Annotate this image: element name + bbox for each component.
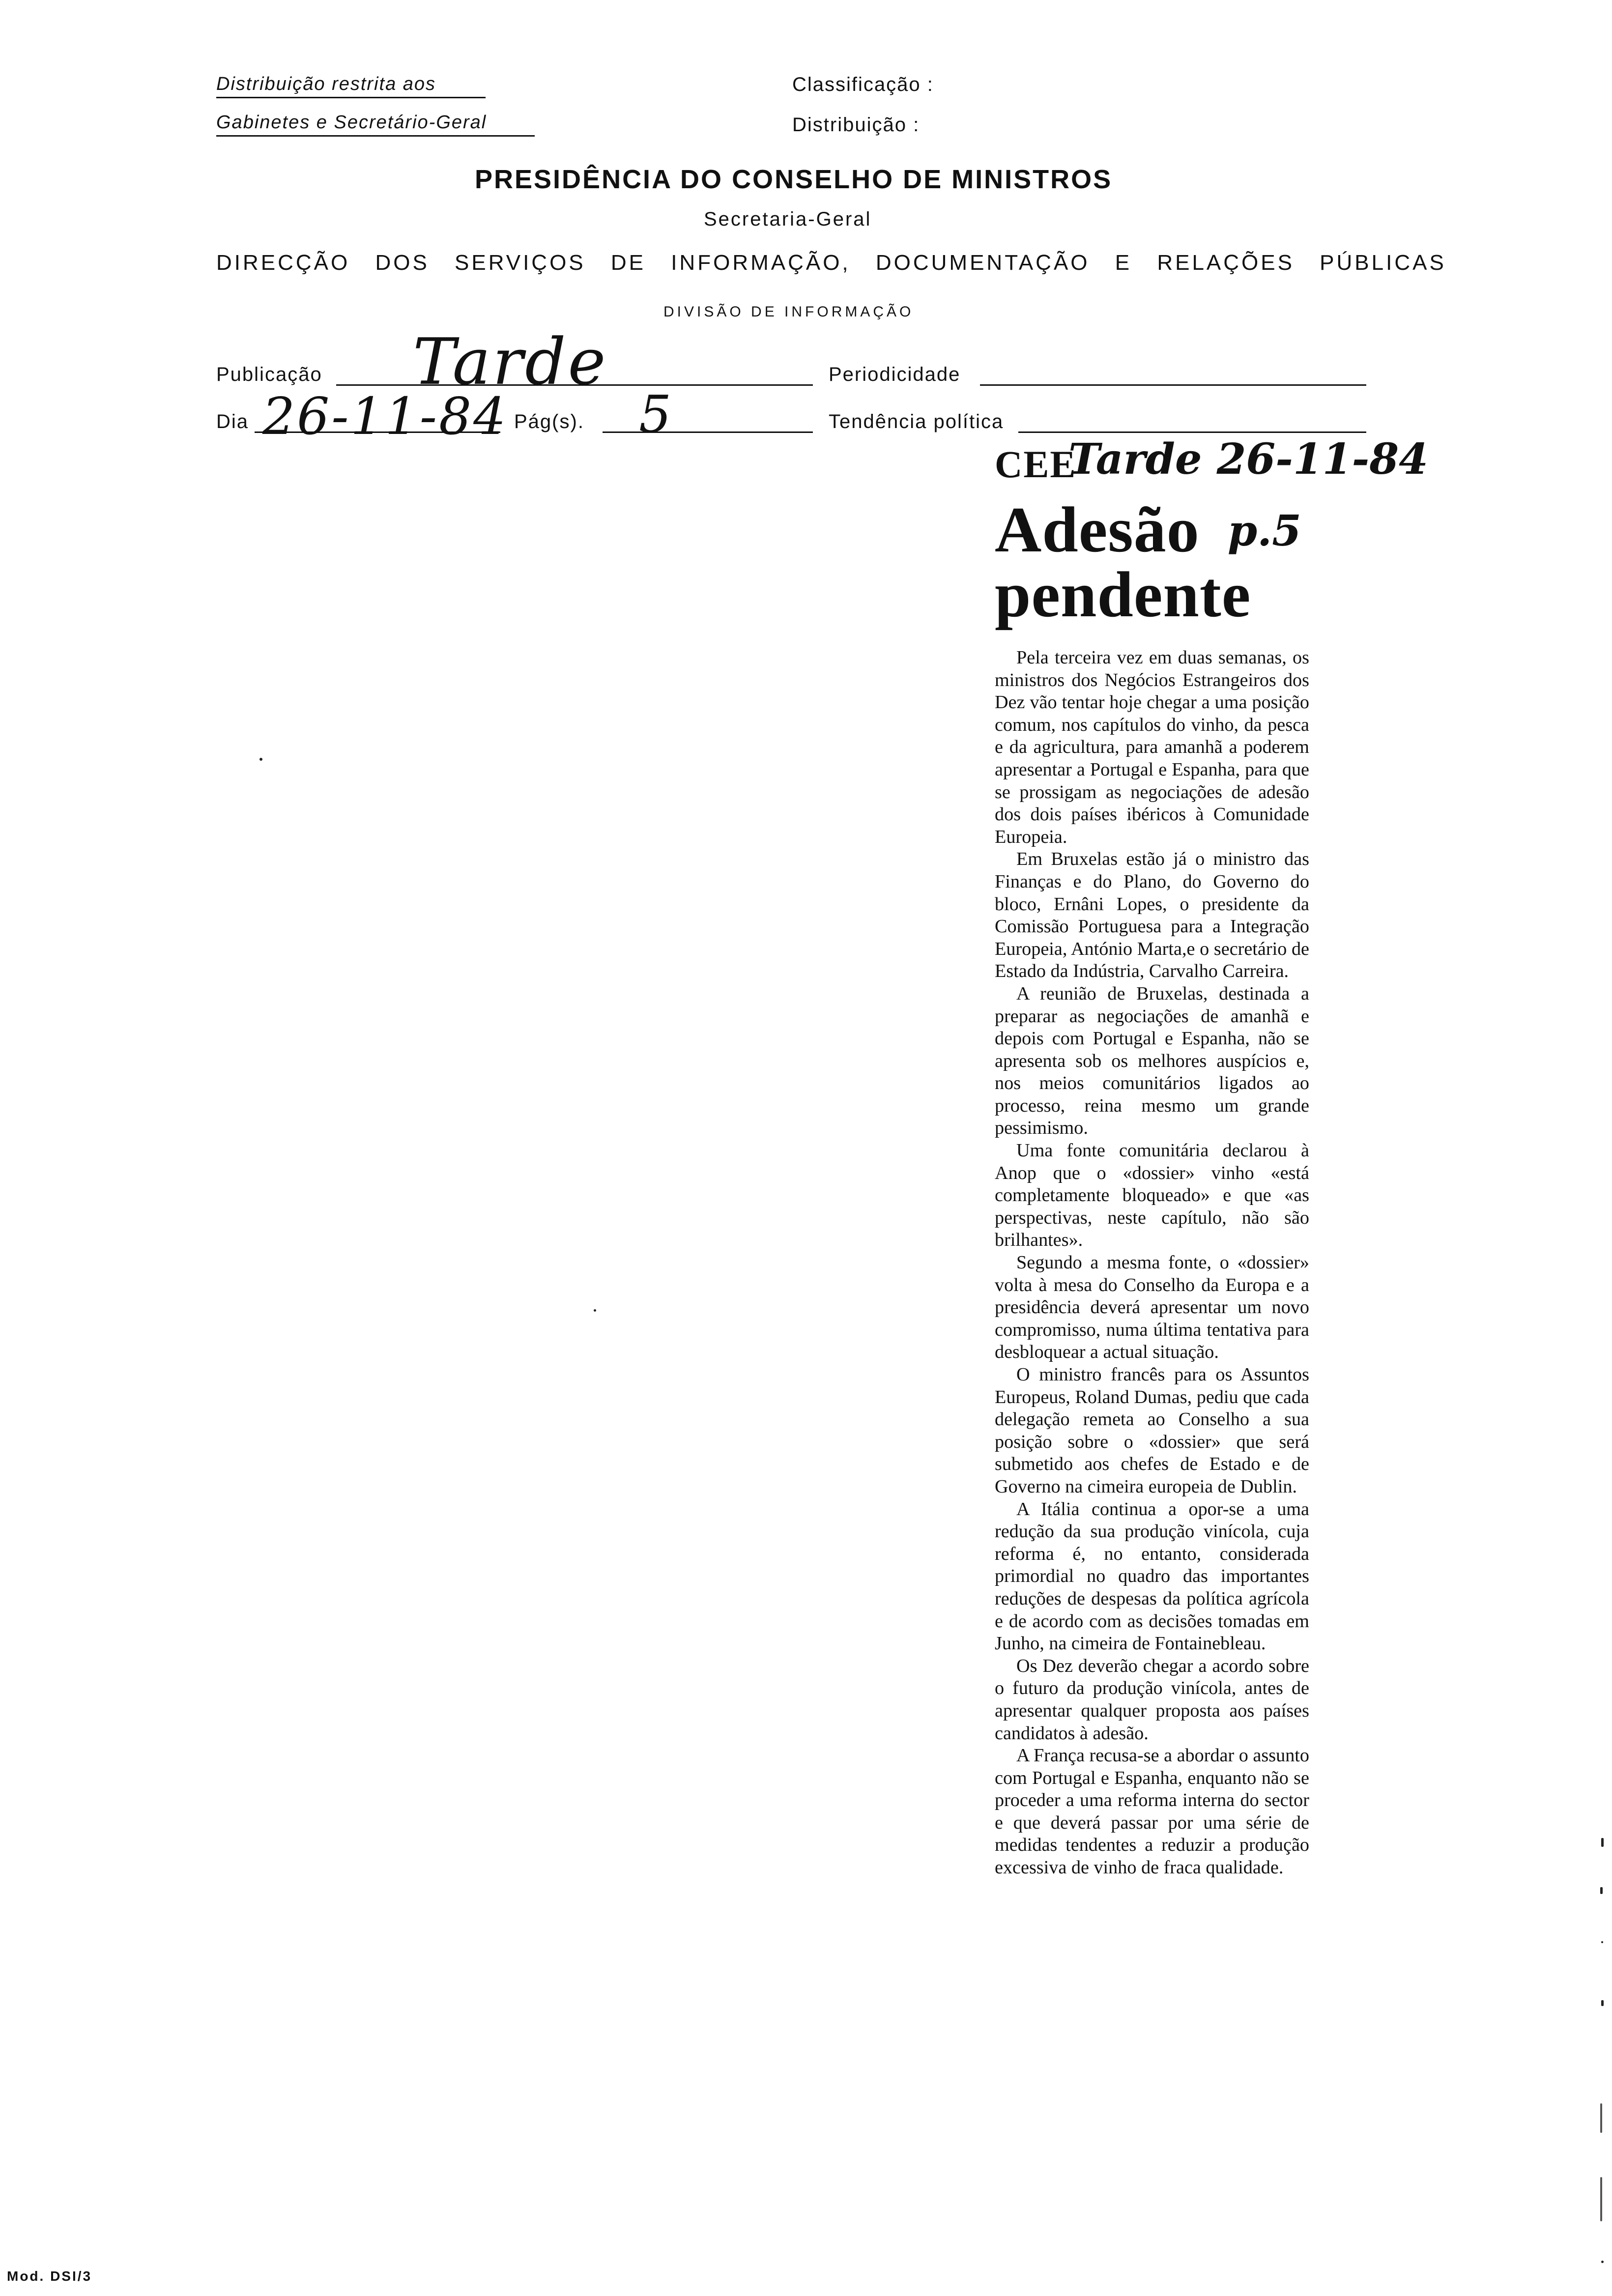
handwritten-source-annotation: Tarde 26-11-84 [1068,434,1429,484]
article-body [995,647,1309,1879]
article-paragraph: A França recusa-se a abordar o assunto com Portugal e Espanha, enquanto não se proceder a uma reforma interna do sector e que deverá passar por uma série de medidas tendentes a reduzir a produção excessiva de vinho de fraca qualidade. [995,1745,1309,1878]
page-title: PRESIDÊNCIA DO CONSELHO DE MINISTROS [475,165,1113,194]
scan-speck [1601,2000,1604,2006]
distribution-cabinets-line: Gabinetes e Secretário-Geral [216,112,535,137]
form-model-number: Mod. DSI/3 [7,2268,92,2284]
article-headline-line2: pendente [995,558,1251,631]
scan-speck [1600,2177,1602,2221]
classification-label: Classificação : [792,74,934,95]
article-paragraph: Uma fonte comunitária declarou à Anop que o «dossier» vinho «está completamente bloqueado» e que «as perspectivas, neste capítulo, não são brilhantes». [995,1140,1309,1251]
article-kicker: CEE [995,443,1077,486]
direction-line: DIRECÇÃO DOS SERVIÇOS DE INFORMAÇÃO, DOCUMENTAÇÃO E RELAÇÕES PÚBLICAS [216,251,1446,275]
pages-label: Pág(s). [514,411,584,432]
day-label: Dia [216,411,249,432]
page-subtitle: Secretaria-Geral [704,208,872,230]
article-paragraph: Os Dez deverão chegar a acordo sobre o futuro da produção vinícola, antes de apresentar qualquer proposta aos países candidatos à adesão. [995,1655,1309,1744]
periodicity-field-line [980,384,1366,386]
article-paragraph: Segundo a mesma fonte, o «dossier» volta à mesa do Conselho da Europa e a presidência deverá apresentar um novo compromisso, numa última tentativa para desbloquear a actual situação. [995,1252,1309,1363]
article-paragraph: O ministro francês para os Assuntos Europeus, Roland Dumas, pediu que cada delegação remeta ao Conselho a sua posição sobre o «dossier» que será submetido aos chefes de Estado e de Governo na cimeira europeia de Dublin. [995,1364,1309,1497]
distribution-restricted-line: Distribuição restrita aos [216,74,486,98]
pages-handwritten-value: 5 [639,384,674,444]
scan-speck [594,1309,596,1312]
scan-speck [1601,2261,1604,2263]
scan-speck [1600,1887,1603,1894]
scan-speck [259,758,262,761]
publication-handwritten-value: Tarde [413,324,608,399]
article-paragraph: A reunião de Bruxelas, destinada a preparar as negociações de amanhã e depois com Portugal e Espanha, não se apresenta sob os melhores auspícios e, nos meios comunitários ligados ao processo, reina mesmo um grande pessimismo. [995,983,1309,1139]
day-handwritten-value: 26-11-84 [262,386,508,446]
tendency-label: Tendência política [829,411,1004,432]
article-paragraph: A Itália continua a opor-se a uma redução da sua produção vinícola, cuja reforma é, no entanto, considerada primordial no quadro das importantes reduções de despesas da política agrícola e de acordo com as decisões tomadas em Junho, na cimeira de Fontainebleau. [995,1498,1309,1654]
division-label: DIVISÃO DE INFORMAÇÃO [663,304,914,320]
handwritten-page-annotation: p.5 [1228,506,1301,556]
scan-speck [1600,2103,1602,2133]
scan-speck [1601,1838,1604,1847]
article-paragraph: Pela terceira vez em duas semanas, os ministros dos Negócios Estrangeiros dos Dez vão tentar hoje chegar a uma posição comum, nos capítulos do vinho, da pesca e da agricultura, para amanhã a poderem apresentar a Portugal e Espanha, para que se prossigam as negociações de adesão dos dois países ibéricos à Comunidade Europeia. [995,647,1309,847]
tendency-field-line [1018,431,1366,433]
periodicity-label: Periodicidade [829,364,961,385]
publication-label: Publicação [216,364,322,385]
pages-field-line [603,431,813,433]
distribution-label: Distribuição : [792,114,920,136]
news-clipping [995,434,1429,1879]
scan-speck [1601,1941,1603,1943]
article-paragraph: Em Bruxelas estão já o ministro das Finanças e do Plano, do Governo do bloco, Ernâni Lopes, o presidente da Comissão Portuguesa para a Integração Europeia, António Marta,e o secretário de Estado da Indústria, Carvalho Carreira. [995,849,1309,982]
article-headline-line1: Adesão [995,493,1200,566]
